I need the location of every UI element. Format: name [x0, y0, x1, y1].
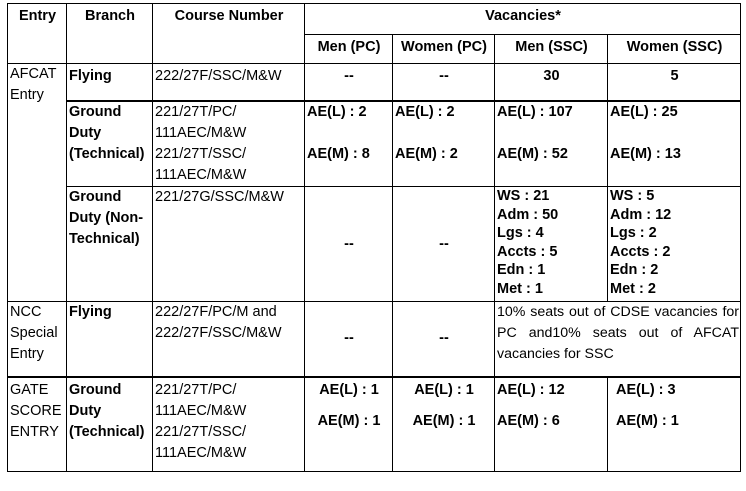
branch-line: Technical): [69, 231, 140, 247]
header-entry: Entry: [8, 4, 67, 64]
afcat-ground-nontech-women-ssc: [608, 187, 741, 302]
branch-line: (Technical): [69, 145, 145, 162]
vacancy-value: WS : 21: [497, 188, 550, 204]
course-line: 222/27F/PC/M and: [155, 304, 277, 320]
afcat-ground-tech-men-pc: [305, 101, 393, 187]
vacancy-value: Adm : 12: [610, 206, 672, 223]
course-line: 111AEC/M&W: [155, 444, 247, 461]
vacancy-table: [7, 3, 741, 472]
vacancy-value: AE(L) : 107: [497, 103, 573, 120]
gate-row: [8, 377, 741, 472]
vacancy-value: AE(L) : 1: [319, 381, 379, 398]
vacancy-table-container: [7, 3, 741, 472]
afcat-flying-men-pc: --: [305, 64, 393, 101]
gate-women-ssc: [608, 377, 741, 472]
vacancy-value: AE(M) : 1: [616, 412, 679, 429]
vacancy-value: WS : 5: [610, 188, 655, 204]
course-line: 221/27T/SSC/: [155, 145, 247, 162]
afcat-ground-tech-men-ssc: [495, 101, 608, 187]
header-course-number: Course Number: [153, 4, 305, 64]
vacancy-value: AE(M) : 1: [412, 412, 476, 429]
branch-line: Ground: [69, 103, 122, 120]
vacancy-value: AE(M) : 52: [497, 145, 568, 162]
header-women-ssc: Women (SSC): [608, 35, 741, 64]
entry-line: Special: [10, 325, 58, 341]
header-men-pc: Men (PC): [305, 35, 393, 64]
gate-men-ssc: [495, 377, 608, 472]
gate-women-pc: [393, 377, 495, 472]
header-branch: Branch: [67, 4, 153, 64]
course-line: 221/27T/SSC/: [155, 423, 247, 440]
entry-line: NCC: [10, 304, 42, 320]
vacancy-value: Met : 1: [497, 280, 543, 297]
afcat-flying-branch: Flying: [67, 64, 153, 101]
ncc-row: [8, 302, 741, 377]
entry-line: SCORE: [10, 402, 62, 419]
branch-line: Ground: [69, 381, 122, 398]
gate-entry-cell: [8, 377, 67, 472]
vacancy-value: AE(M) : 1: [317, 412, 381, 429]
afcat-ground-tech-course: [153, 101, 305, 187]
vacancy-value: AE(L) : 12: [497, 381, 565, 398]
branch-line: Duty: [69, 402, 102, 419]
vacancy-value: Lgs : 4: [497, 225, 544, 241]
vacancy-value: Accts : 2: [610, 243, 671, 260]
afcat-entry-cell: [8, 64, 67, 302]
gate-branch: [67, 377, 153, 472]
afcat-ground-nontech-men-pc: --: [305, 187, 393, 302]
vacancy-value: AE(L) : 2: [395, 103, 455, 120]
vacancy-value: AE(L) : 2: [307, 103, 367, 120]
header-women-pc: Women (PC): [393, 35, 495, 64]
gate-course: [153, 377, 305, 472]
vacancy-value: AE(M) : 2: [395, 145, 458, 162]
ncc-ssc-note: 10% seats out of CDSE vacancies for PC and10% seats out of AFCAT vacancies for SSC: [495, 302, 741, 377]
afcat-ground-tech-women-pc: [393, 101, 495, 187]
afcat-ground-nontech-men-ssc: [495, 187, 608, 302]
ncc-women-pc: --: [393, 302, 495, 377]
course-line: 111AEC/M&W: [155, 402, 247, 419]
entry-line: ENTRY: [10, 423, 59, 440]
afcat-ground-tech-branch: [67, 101, 153, 187]
course-line: 221/27T/PC/: [155, 103, 237, 120]
header-vacancies: Vacancies*: [305, 4, 741, 35]
branch-line: Ground: [69, 189, 122, 205]
branch-line: (Technical): [69, 423, 145, 440]
vacancy-value: AE(M) : 6: [497, 412, 560, 429]
afcat-ground-tech-row: [8, 101, 741, 187]
entry-line: GATE: [10, 381, 49, 398]
ncc-entry-cell: [8, 302, 67, 377]
ncc-course: [153, 302, 305, 377]
course-line: 221/27T/PC/: [155, 381, 237, 398]
afcat-flying-course: 222/27F/SSC/M&W: [153, 64, 305, 101]
header-men-ssc: Men (SSC): [495, 35, 608, 64]
afcat-flying-row: [8, 64, 741, 101]
vacancy-value: AE(L) : 25: [610, 103, 678, 120]
afcat-ground-nontech-branch: [67, 187, 153, 302]
afcat-ground-tech-women-ssc: [608, 101, 741, 187]
ncc-men-pc: --: [305, 302, 393, 377]
vacancy-value: Edn : 2: [610, 262, 659, 278]
afcat-flying-men-ssc: 30: [495, 64, 608, 101]
vacancy-value: Edn : 1: [497, 262, 546, 278]
gate-men-pc: [305, 377, 393, 472]
entry-line: Entry: [10, 346, 44, 362]
vacancy-value: Lgs : 2: [610, 225, 657, 241]
afcat-ground-nontech-women-pc: --: [393, 187, 495, 302]
course-line: 111AEC/M&W: [155, 166, 247, 183]
vacancy-value: AE(M) : 8: [307, 145, 370, 162]
afcat-ground-nontech-course: 221/27G/SSC/M&W: [153, 187, 305, 302]
vacancy-value: AE(L) : 3: [616, 381, 676, 398]
vacancy-value: Met : 2: [610, 280, 656, 297]
afcat-entry-line1: AFCAT: [10, 66, 57, 82]
course-line: 111AEC/M&W: [155, 124, 247, 141]
vacancy-value: Adm : 50: [497, 206, 559, 223]
course-line: 222/27F/SSC/M&W: [155, 325, 282, 341]
vacancy-value: AE(M) : 13: [610, 145, 681, 162]
vacancy-value: Accts : 5: [497, 243, 558, 260]
header-row-1: [8, 4, 741, 35]
afcat-entry-line2: Entry: [10, 87, 44, 103]
branch-line: Duty (Non-: [69, 210, 144, 226]
ncc-branch: Flying: [67, 302, 153, 377]
afcat-ground-nontech-row: [8, 187, 741, 302]
afcat-flying-women-pc: --: [393, 64, 495, 101]
afcat-flying-women-ssc: 5: [608, 64, 741, 101]
vacancy-value: AE(L) : 1: [414, 381, 474, 398]
branch-line: Duty: [69, 124, 102, 141]
